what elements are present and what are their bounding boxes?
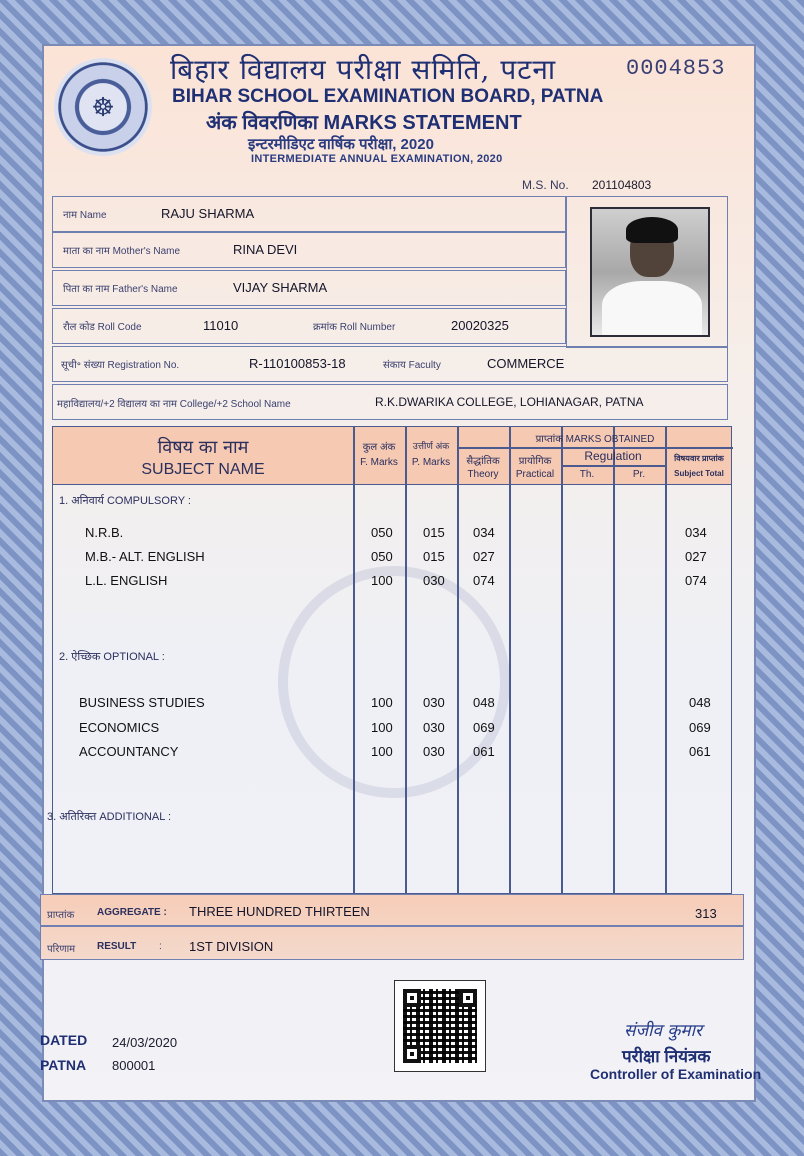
mother-name: RINA DEVI — [233, 242, 298, 257]
roll-code-label: रौल कोड Roll Code — [63, 322, 142, 333]
table-row-subject: ECONOMICS — [79, 720, 160, 735]
name-row — [52, 196, 566, 232]
theory-header-hindi: सैद्धांतिक — [466, 456, 500, 467]
regulation-theory-header: Th. — [579, 469, 595, 480]
dated-label: DATED — [40, 1032, 88, 1048]
marks-table — [47, 426, 732, 894]
pass-marks-header: P. Marks — [411, 457, 451, 468]
full-marks-header: F. Marks — [360, 457, 398, 468]
registration-row — [52, 346, 728, 382]
table-row-full-marks: 100 — [371, 695, 393, 710]
table-row-total: 027 — [685, 549, 707, 564]
table-row-total: 061 — [689, 744, 711, 759]
controller-title-hindi: परीक्षा नियंत्रक — [622, 1047, 711, 1066]
section-additional: 3. अतिरिक्त ADDITIONAL : — [47, 811, 172, 823]
table-row-theory: 074 — [473, 573, 495, 588]
ms-no-label: M.S. No. — [522, 178, 569, 192]
table-row-full-marks: 100 — [371, 744, 393, 759]
subject-total-header: Subject Total — [674, 469, 724, 478]
ms-no-value: 201104803 — [592, 178, 652, 192]
theory-header: Theory — [467, 469, 499, 480]
statement-title: अंक विवरणिका MARKS STATEMENT — [206, 112, 522, 134]
section-compulsory: 1. अनिवार्य COMPULSORY : — [59, 495, 191, 507]
roll-row — [52, 308, 566, 344]
practical-header: Practical — [515, 469, 555, 480]
subject-header-hindi: विषय का नाम — [157, 437, 249, 458]
table-row-total: 048 — [689, 695, 711, 710]
college-name: R.K.DWARIKA COLLEGE, LOHIANAGAR, PATNA — [375, 395, 644, 409]
table-row-full-marks: 050 — [371, 549, 393, 564]
name-label: नाम Name — [63, 210, 107, 221]
student-photo — [590, 207, 710, 337]
pin-code: 800001 — [112, 1058, 156, 1073]
table-row-total: 069 — [689, 720, 711, 735]
controller-signature: संजीव कुमार — [624, 1021, 702, 1041]
place-label: PATNA — [40, 1057, 87, 1073]
aggregate-value: 313 — [695, 906, 717, 921]
board-seal-logo: ☸ — [54, 58, 152, 156]
mother-row — [52, 232, 566, 268]
table-row-theory: 048 — [473, 695, 495, 710]
roll-number: 20020325 — [451, 318, 509, 333]
table-row-subject: BUSINESS STUDIES — [79, 695, 205, 710]
table-row-subject: ACCOUNTANCY — [79, 744, 179, 759]
student-name: RAJU SHARMA — [161, 206, 255, 221]
table-row-pass-marks: 030 — [423, 744, 445, 759]
college-row — [52, 384, 728, 420]
table-row-pass-marks: 015 — [423, 525, 445, 540]
faculty-value: COMMERCE — [487, 356, 565, 371]
table-row-theory: 069 — [473, 720, 495, 735]
qr-code — [394, 980, 486, 1072]
table-row-subject: M.B.- ALT. ENGLISH — [85, 549, 205, 564]
section-optional: 2. ऐच्छिक OPTIONAL : — [59, 651, 165, 663]
aggregate-label: AGGREGATE : — [97, 907, 167, 918]
aggregate-label-hindi: प्राप्तांक — [47, 910, 75, 921]
result-label: RESULT — [97, 941, 137, 952]
faculty-label: संकाय Faculty — [383, 360, 441, 371]
college-label: महाविद्यालय/+2 विद्यालय का नाम College/+2 School Name — [57, 399, 291, 410]
table-row-theory: 034 — [473, 525, 495, 540]
full-marks-header-hindi: कुल अंक — [362, 442, 396, 453]
dated-value: 24/03/2020 — [112, 1035, 178, 1050]
table-row-full-marks: 050 — [371, 525, 393, 540]
regulation-practical-header: Pr. — [632, 469, 646, 480]
registration-label: सूची॰ संख्या Registration No. — [61, 360, 180, 371]
regulation-header: Regulation — [584, 449, 642, 463]
result-value: 1ST DIVISION — [189, 939, 274, 954]
registration-number: R-110100853-18 — [249, 356, 346, 371]
table-row-pass-marks: 030 — [423, 720, 445, 735]
table-row-pass-marks: 030 — [423, 573, 445, 588]
roll-number-label: क्रमांक Roll Number — [313, 322, 396, 333]
table-row-theory: 061 — [473, 744, 495, 759]
father-name: VIJAY SHARMA — [233, 280, 328, 295]
table-row-total: 074 — [685, 573, 707, 588]
board-title-english: BIHAR SCHOOL EXAMINATION BOARD, PATNA — [172, 86, 604, 107]
pass-marks-header-hindi: उत्तीर्ण अंक — [412, 441, 450, 451]
table-row-full-marks: 100 — [371, 720, 393, 735]
mother-label: माता का नाम Mother's Name — [63, 246, 181, 257]
exam-title-hindi: इन्टरमीडिएट वार्षिक परीक्षा, 2020 — [248, 136, 434, 153]
marks-obtained-header: प्राप्तांक MARKS OBTAINED — [535, 434, 655, 445]
controller-title-english: Controller of Examination — [590, 1066, 762, 1082]
exam-title-english: INTERMEDIATE ANNUAL EXAMINATION, 2020 — [251, 153, 503, 165]
result-colon: : — [159, 941, 162, 952]
table-row-pass-marks: 015 — [423, 549, 445, 564]
table-row-subject: L.L. ENGLISH — [85, 573, 168, 588]
subject-total-header-hindi: विषयवार प्राप्तांक — [674, 454, 724, 463]
table-row-subject: N.R.B. — [85, 525, 124, 540]
table-row-pass-marks: 030 — [423, 695, 445, 710]
father-row — [52, 270, 566, 306]
subject-header-english: SUBJECT NAME — [141, 461, 265, 478]
roll-code: 11010 — [203, 318, 239, 333]
result-label-hindi: परिणाम — [47, 944, 76, 955]
aggregate-words: THREE HUNDRED THIRTEEN — [189, 904, 370, 919]
table-row-full-marks: 100 — [371, 573, 393, 588]
table-row-total: 034 — [685, 525, 707, 540]
table-row-theory: 027 — [473, 549, 495, 564]
board-title-hindi: बिहार विद्यालय परीक्षा समिति, पटना — [170, 53, 557, 86]
aggregate-box — [40, 894, 744, 960]
father-label: पिता का नाम Father's Name — [63, 284, 178, 295]
practical-header-hindi: प्रायोगिक — [518, 456, 552, 467]
serial-number: 0004853 — [626, 56, 726, 81]
